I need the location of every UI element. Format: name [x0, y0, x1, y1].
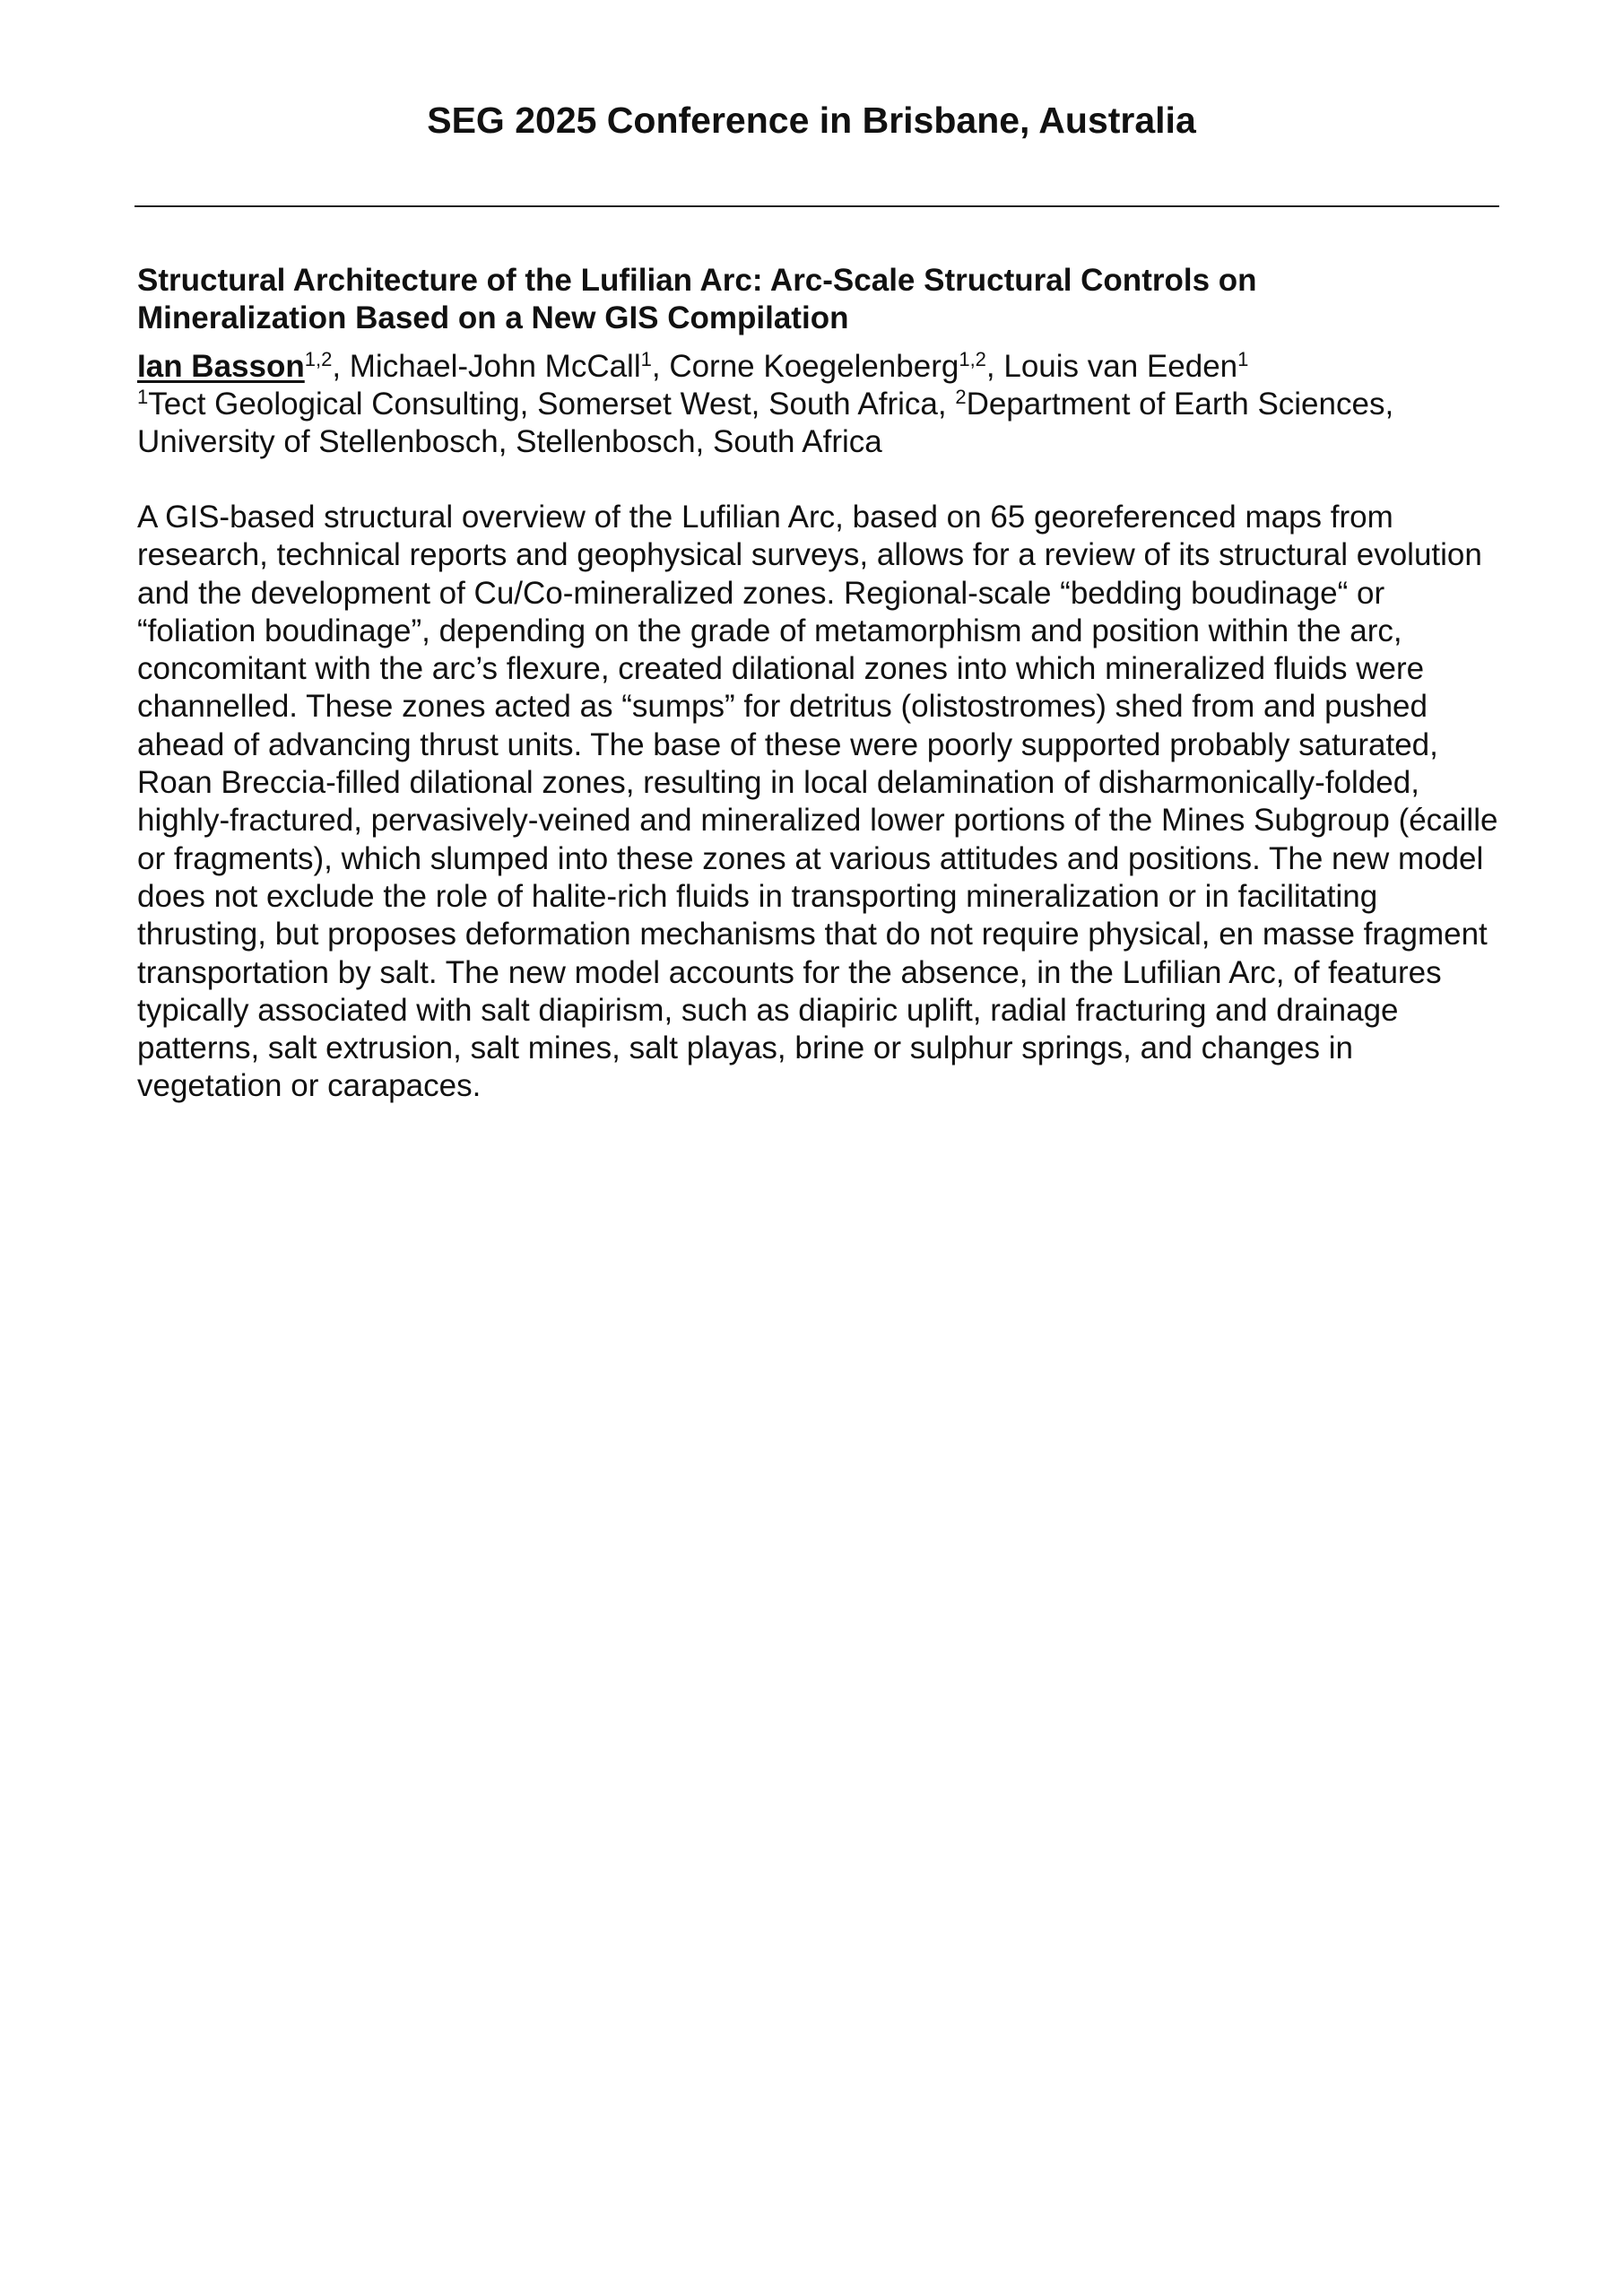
affiliation-text: Tect Geological Consulting, Somerset West, South Africa — [148, 387, 938, 422]
author-affiliation-mark: 1,2 — [959, 348, 986, 370]
header-divider — [135, 205, 1499, 207]
author-affiliation-mark: 1,2 — [304, 348, 333, 370]
author-affiliation-mark: 1 — [1237, 348, 1249, 370]
affiliation-mark: 2 — [955, 386, 967, 408]
author-list: Ian Basson$^{1,2}$, Michael-John McCall$^1$, Corne Koegelenberg$^{1,2}$, Louis van Eeden$^1$ — [137, 348, 1249, 384]
author-affiliation-mark: 1 — [640, 348, 652, 370]
author-name: Corne Koegelenberg — [669, 349, 959, 384]
conference-title: SEG 2025 Conference in Brisbane, Australia — [427, 100, 1196, 141]
abstract-content — [137, 262, 1500, 1137]
affiliation-list: $^1$Tect Geological Consulting, Somerset West, South Africa, $^2$Department of Earth Sciences, University of Stellenbosch, Stellenbosch, South Africa — [137, 386, 1394, 459]
affiliation-text: Department of Earth Sciences, University of Stellenbosch, Stellenbosch, South Africa — [137, 387, 1394, 459]
affiliation-mark: 1 — [137, 386, 149, 408]
author-name-presenter: Ian Basson — [137, 349, 305, 384]
abstract-body: A GIS-based structural overview of the Lufilian Arc, based on 65 georeferenced maps from research, technical reports and geophysical surveys, allows for a review of its structural evolution and the development of Cu/Co-mineralized zones. Regional-scale “bedding boudinage“ or “foliation boudinage”, depending on the grade of metamorphism and position within the arc, concomitant with the arc’s flexure, created dilational zones into which mineralized fluids were channelled. These zones acted as “sumps” for detritus (olistostromes) shed from and pushed ahead of advancing thrust units. The base of these were poorly supported probably saturated, Roan Breccia-filled dilational zones, resulting in local delamination of disharmonically-folded, highly-fractured, pervasively-veined and mineralized lower portions of the Mines Subgroup (écaille or fragments), which slumped into these zones at various attitudes and positions. The new model does not exclude the role of halite-rich fluids in transporting mineralization or in facilitating thrusting, but proposes deformation mechanisms that do not require physical, en masse fragment transportation by salt. The new model accounts for the absence, in the Lufilian Arc, of features typically associated with salt diapirism, such as diapiric uplift, radial fracturing and drainage patterns, salt extrusion, salt mines, salt playas, brine or sulphur springs, and changes in vegetation or carapaces. — [137, 500, 1498, 1104]
author-name: Michael-John McCall — [349, 349, 641, 384]
author-name: Louis van Eeden — [1003, 349, 1238, 384]
abstract-title: Structural Architecture of the Lufilian Arc: Arc-Scale Structural Controls on Mineralization Based on a New GIS Compilation — [137, 263, 1257, 335]
